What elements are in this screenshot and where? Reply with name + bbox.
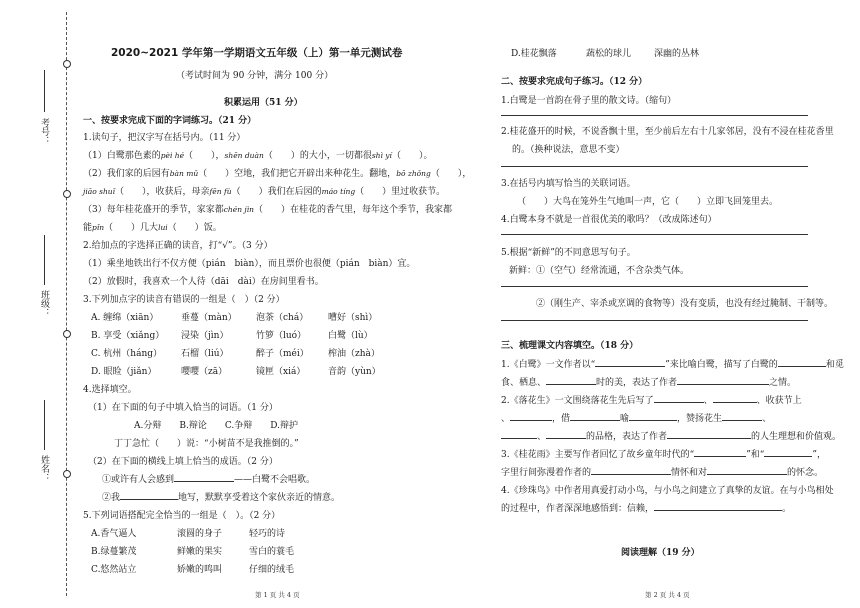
banji-label: 班级： xyxy=(39,290,49,317)
s1-text: 1.白鹭是一首韵在骨子里的散文诗。（缩句） xyxy=(501,96,677,106)
q2-line2: （2）放假时，我喜欢一个人待（dāi dài）在房间里看书。 xyxy=(83,277,324,287)
binding-hole xyxy=(63,330,71,338)
q3-row-a: A. 缠绵（xiān） 垂蔓（màn） 泡茶（chá） 嘈好（shì） xyxy=(91,313,378,323)
q5-row-b: B.绿蔓繁茂 鲜嫩的果实 雪白的蓑毛 xyxy=(91,547,295,557)
t2-line2: 、 ，借 喻 ，赞扬花生 、 xyxy=(501,411,771,424)
q2-line1: （1）乘坐地铁出行不仅方便（pián biàn），而且票价也很便（pián biàn）宜。 xyxy=(83,259,416,269)
page-footer-right: 第 2 页 共 4 页 xyxy=(645,591,690,599)
answer-blank[interactable] xyxy=(591,465,671,475)
reading-heading: 阅读理解（19 分） xyxy=(621,548,700,558)
answer-blank[interactable] xyxy=(654,501,782,511)
part2-heading: 二、按要求完成句子练习。（12 分） xyxy=(501,77,648,87)
binding-hole xyxy=(63,190,71,198)
answer-blank[interactable] xyxy=(707,465,787,475)
part3-heading: 三、梳理课文内容填空。（18 分） xyxy=(501,341,639,351)
s2-text-b: 的。（换种说法，意思不变） xyxy=(512,145,625,155)
q3-row-b: B. 享受（xiǎng） 浸染（jìn） 竹箩（luó） 白鹭（lù） xyxy=(91,331,373,341)
kaohao-line xyxy=(44,70,45,112)
q1-line3: jiāo shuǐ（ ），收获后，母亲fēn fù（ ）我们在后园的máo tíng（ ）里过收获节。 xyxy=(83,187,446,197)
q4-sentence: 丁丁急忙（ ）说：“小树苗不是我推倒的。” xyxy=(114,439,299,449)
q5-row-a: A.香气逼人 滚圆的身子 轻巧的诗 xyxy=(91,529,286,539)
binding-cut-line xyxy=(66,12,67,596)
q3-row-c: C. 杭州（háng） 石榴（liú） 醉子（méi） 榨油（zhà） xyxy=(91,349,380,359)
kaohao-label: 考号： xyxy=(39,118,49,145)
answer-line[interactable] xyxy=(501,320,808,321)
answer-blank[interactable] xyxy=(120,490,178,500)
q4-fill2: ②我 地写，默默享受着这个家伙亲近的情意。 xyxy=(102,490,340,503)
s3-text: 3.在括号内填写恰当的关联词语。 xyxy=(501,179,636,189)
t3-line1: 3.《桂花雨》主要写作者回忆了故乡童年时代的“ ”和“ ”， xyxy=(501,447,826,460)
exam-title: 2020~2021 学年第一学期语文五年级（上）第一单元测试卷 xyxy=(111,47,403,59)
answer-blank[interactable] xyxy=(501,429,537,439)
answer-blank[interactable] xyxy=(667,429,751,439)
answer-blank[interactable] xyxy=(778,357,826,367)
answer-line[interactable] xyxy=(501,286,808,287)
q2-prompt: 2.给加点的字选择正确的读音，打“√”。（3 分） xyxy=(83,241,273,251)
q5-row-c: C.悠然站立 娇嫩的鸣叫 仔细的绒毛 xyxy=(91,565,295,575)
answer-line[interactable] xyxy=(501,234,808,235)
part1-heading: 一、按要求完成下面的字词练习。（21 分） xyxy=(83,116,257,126)
q4-prompt: 4.选择填空。 xyxy=(83,385,137,395)
page-footer-left: 第 1 页 共 4 页 xyxy=(255,591,300,599)
s2-text-a: 2.桂花盛开的时候，不说香飘十里，至少前后左右十几家邻居，没有不浸在桂花香里 xyxy=(501,127,834,137)
answer-line[interactable] xyxy=(501,115,808,116)
answer-blank[interactable] xyxy=(713,393,757,403)
binding-hole xyxy=(63,470,71,478)
answer-blank[interactable] xyxy=(677,375,769,385)
q3-prompt: 3.下列加点字的读音有错误的一组是（ ）（2 分） xyxy=(83,295,285,305)
banji-line xyxy=(44,235,45,285)
q3-row-d: D. 眼睑（jiǎn） 嘤嘤（zā） 镜匣（xiá） 音韵（yùn） xyxy=(91,367,381,377)
q4-fill1: ①或许有人会感到 ——白鹭不会唱歌。 xyxy=(102,472,315,485)
exam-subtitle: （考试时间为 90 分钟，满分 100 分） xyxy=(176,71,334,81)
answer-blank[interactable] xyxy=(570,411,620,421)
xingming-line xyxy=(44,400,45,450)
answer-line[interactable] xyxy=(501,166,808,167)
s3-sentence: （ ）大鸟在笼外生气地叫一声，它（ ）立即飞回笼里去。 xyxy=(517,197,779,207)
answer-blank[interactable] xyxy=(722,411,762,421)
answer-blank[interactable] xyxy=(694,447,746,457)
xingming-label: 姓名： xyxy=(39,455,49,482)
t3-line2: 字里行间弥漫着作者的 情怀和对 的怀念。 xyxy=(501,465,823,478)
answer-blank[interactable] xyxy=(654,393,704,403)
t1-line2: 食、栖息、 时的美，表达了作者 之情。 xyxy=(501,375,796,388)
s5-text: 5.根据“新鲜”的不同意思写句子。 xyxy=(501,248,636,258)
t2-line3: 、 的品格，表达了作者 的人生理想和价值观。 xyxy=(501,429,841,442)
answer-blank[interactable] xyxy=(629,411,677,421)
answer-blank[interactable] xyxy=(546,429,586,439)
answer-blank[interactable] xyxy=(510,411,552,421)
q5-row-d: D.桂花飘落 蔬松的球儿 深幽的丛林 xyxy=(511,49,700,59)
q1-line1: （1）白鹭那色素的pèi hé（ ），shēn duàn（ ）的大小，一切都很shì yí（ ）。 xyxy=(83,151,433,161)
answer-blank[interactable] xyxy=(174,472,234,482)
s5-meaning-1: 新鲜：①（空气）经常流通，不含杂类气体。 xyxy=(509,266,690,276)
q4-sub2: （2）在下面的横线上填上恰当的成语。（2 分） xyxy=(88,457,278,467)
s5-meaning-2: ②（刚生产、宰杀或烹调的食物等）没有变质，也没有经过腌制、干制等。 xyxy=(536,299,834,309)
section-heading: 积累运用（51 分） xyxy=(224,98,303,108)
answer-blank[interactable] xyxy=(595,357,665,367)
q4-options: A.分辩 B.辩论 C.争辩 D.辩护 xyxy=(134,421,299,431)
q1-prompt: 1.读句子，把汉字写在括号内。（11 分） xyxy=(83,133,246,143)
q1-line4: （3）每年桂花盛开的季节，家家都chén jìn（ ）在桂花的香气里，每年这个季节，我家都 xyxy=(83,205,452,215)
q4-sub1: （1）在下面的句子中填入恰当的词语。（1 分） xyxy=(88,403,278,413)
t1-line1: 1.《白鹭》一文作者以“ ”来比喻白鹭，描写了白鹭的 和觅 xyxy=(501,357,844,370)
answer-blank[interactable] xyxy=(546,375,596,385)
q1-line2: （2）我们家的后园有bàn mǔ（ ）空地，我们把它开辟出来种花生。翻地，bō zhǒng（ ）， xyxy=(83,169,472,179)
t4-line1: 4.《珍珠鸟》中作者用真爱打动小鸟，与小鸟之间建立了真挚的友谊。在与小鸟相处 xyxy=(501,486,834,496)
s4-text: 4.白鹭本身不就是一首很优美的歌吗？（改成陈述句） xyxy=(501,215,717,225)
answer-blank[interactable] xyxy=(764,447,812,457)
binding-hole xyxy=(63,60,71,68)
q1-line5: 能pǐn（ ）几大lui（ ）饭。 xyxy=(83,223,222,233)
t2-line1: 2.《落花生》一文围绕落花生先后写了 、 、收获节上 xyxy=(501,393,802,406)
t4-line2: 的过程中，作者深深地感悟到：信赖， 。 xyxy=(501,501,791,514)
q5-prompt: 5.下列词语搭配完全恰当的一组是（ ）。（2 分） xyxy=(83,511,281,521)
